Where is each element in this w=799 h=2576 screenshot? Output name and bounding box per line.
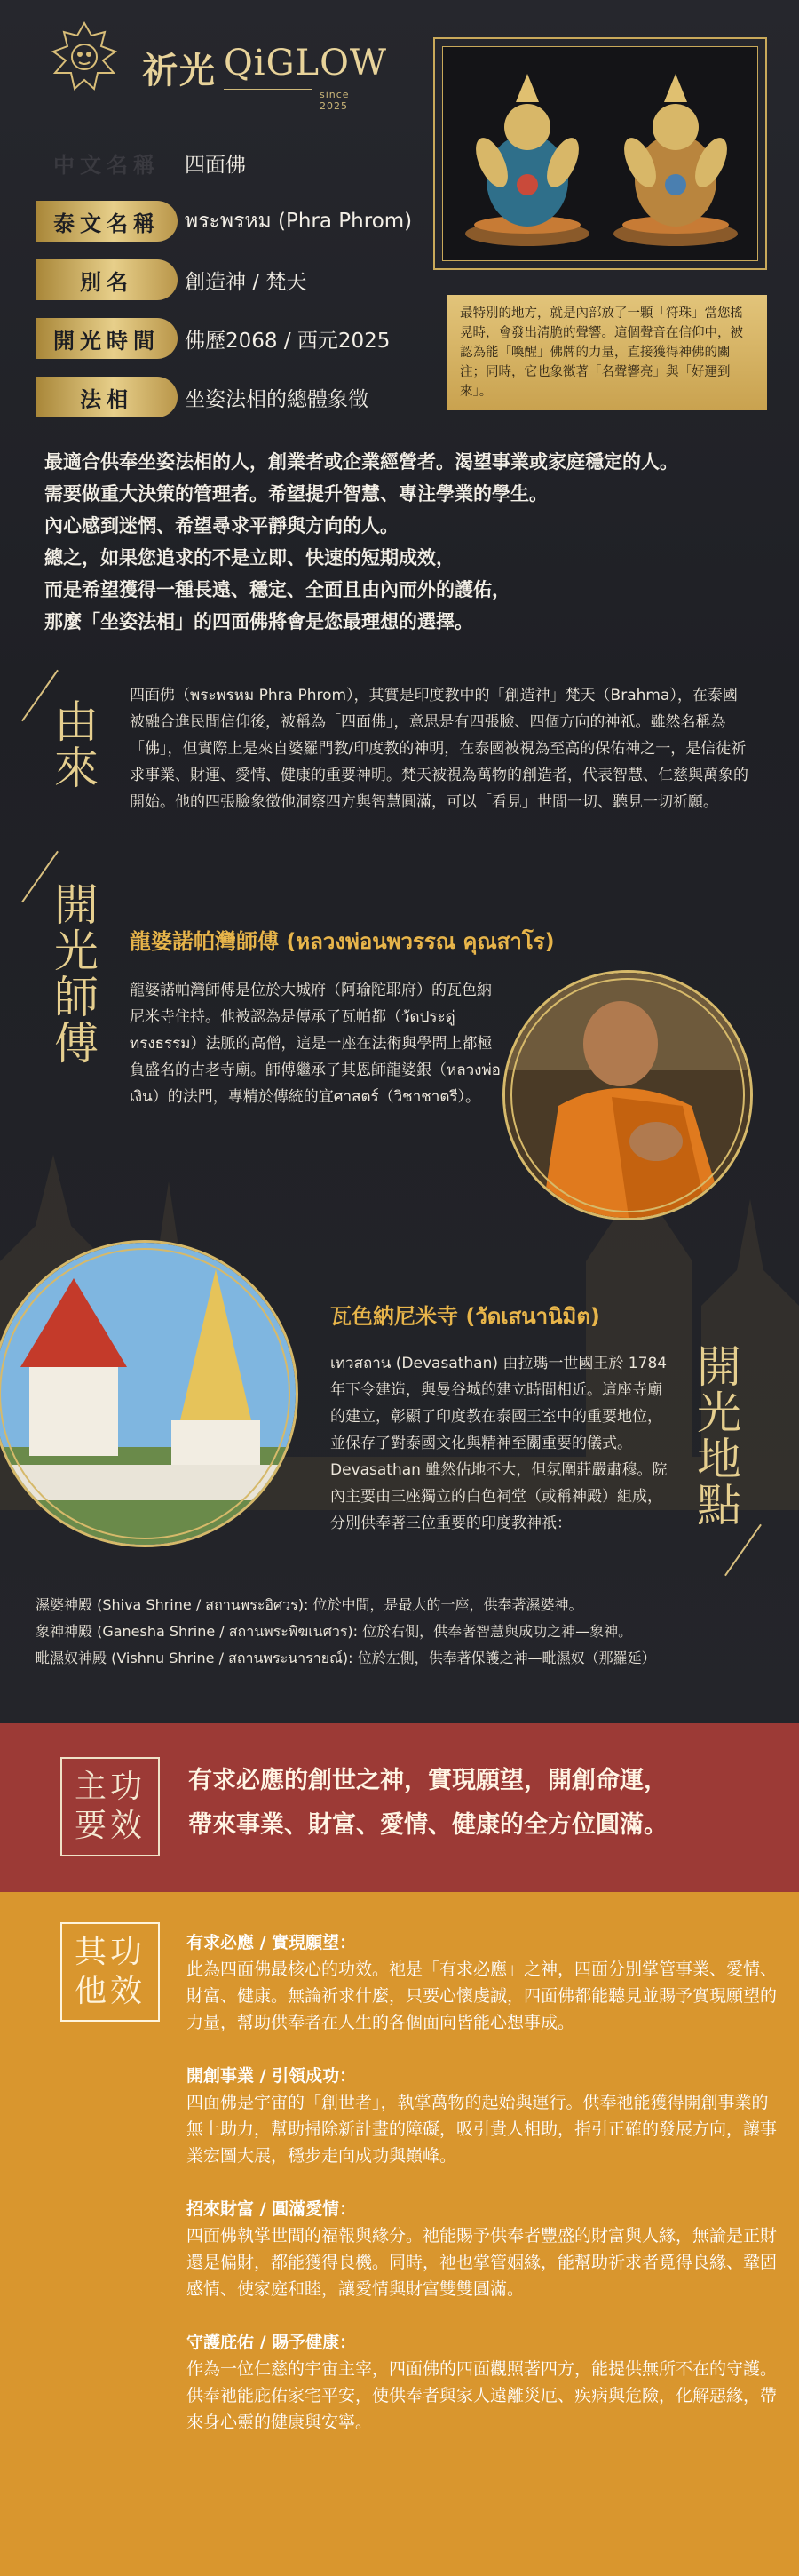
- benefit-body: 作為一位仁慈的宇宙主宰，四面佛的四面觀照著四方，能提供無所不在的守護。供奉祂能庇佑家宅平安，使供奉者與家人遠離災厄、疾病與危險，化解惡緣，帶來身心靈的健康與安寧。: [186, 2359, 778, 2432]
- decorative-slash: [724, 1524, 762, 1576]
- brand-since-label: since 2025: [320, 89, 350, 112]
- master-name: 龍婆諾帕灣師傅 (หลวงพ่อนพวรรณ คุณสาโร): [130, 929, 555, 954]
- info-tag-label: 開光時間: [36, 318, 178, 359]
- other-effects-section: [0, 1892, 799, 2576]
- benefit-list: [186, 1929, 781, 2462]
- intro-line: 最適合供奉坐姿法相的人，創業者或企業經營者。渴望事業或家庭穩定的人。: [44, 451, 678, 473]
- intro-line: 那麼「坐姿法相」的四面佛將會是您最理想的選擇。: [44, 611, 473, 632]
- main-effect-text: [188, 1759, 668, 1848]
- shrine-item: 濕婆神殿 (Shiva Shrine / สถานพระอิศวร): 位於中間，是最大的一座，供奉著濕婆神。: [36, 1596, 583, 1613]
- shrine-item: 象神神殿 (Ganesha Shrine / สถานพระพิฆเนศวร): 位於右側，供奉著智慧與成功之神—象神。: [36, 1623, 633, 1640]
- main-effect-line: 有求必應的創世之神，實現願望，開創命運，: [188, 1767, 668, 1794]
- info-tag-label: 別名: [36, 259, 178, 300]
- info-value: 坐姿法相的總體象徵: [185, 387, 368, 411]
- master-paragraph: 龍婆諾帕灣師傅是位於大城府（阿瑜陀耶府）的瓦色納尼米寺住持。他被認為是傳承了瓦帕都（วัดประดู่ทรงธรรม）法脈的高僧，這是一座在法術與學問上都極負盛名的古老寺廟。師傅繼承了其恩師龍婆銀（หลวงพ่อเงิน）的法門，專精於傳統的宜ศาสตร์（วิชาชาตรี）。: [130, 982, 501, 1106]
- main-effect-line: 帶來事業、財富、愛情、健康的全方位圓滿。: [188, 1811, 668, 1839]
- info-row-alias: [36, 259, 426, 300]
- charm-bead-note: 最特別的地方，就是內部放了一顆「符珠」當您搖晃時，會發出清脆的聲響。這個聲音在信仰中，被認為能「喚醒」佛牌的力量，直接獲得神佛的關注；同時，它也象徵著「名聲響亮」與「好運到來」。: [447, 295, 767, 410]
- benefit-body: 四面佛執掌世間的福報與緣分。祂能賜予供奉者豐盛的財富與人緣，無論是正財還是偏財，都能獲得良機。同時，祂也掌管姻緣，能幫助祈求者覓得良緣、鞏固感情、使家庭和睦，讓愛情與財富雙雙圓滿。: [186, 2226, 778, 2299]
- info-tag-label: 泰文名稱: [36, 201, 178, 242]
- title-line: 主功: [74, 1769, 146, 1805]
- info-tag-label: 中文名稱: [53, 152, 160, 178]
- title-line: 他效: [74, 1973, 146, 2009]
- title-line: 其功: [74, 1934, 146, 1970]
- benefit-heading: 守護庇佑 / 賜予健康：: [186, 2333, 357, 2352]
- info-tag-label: 法相: [36, 377, 178, 417]
- benefit-item: [186, 1929, 781, 2036]
- info-value: 四面佛: [185, 153, 246, 177]
- benefit-heading: 有求必應 / 實現願望：: [186, 1933, 357, 1952]
- main-effect-title: [60, 1757, 160, 1856]
- info-row-thai-name: [36, 201, 426, 242]
- intro-line: 內心感到迷惘、希望尋求平靜與方向的人。: [44, 515, 399, 537]
- master-photo: [502, 970, 753, 1220]
- brahma-emblem-icon: [36, 16, 133, 105]
- title-line: 要效: [74, 1808, 146, 1844]
- other-effects-title: [60, 1922, 160, 2022]
- location-section-title: 開光地點: [690, 1343, 741, 1528]
- brand-name-chinese: 祈光: [142, 50, 217, 91]
- temple-photo: [0, 1240, 298, 1547]
- main-effect-section: [0, 1723, 799, 1892]
- photo-ring: [0, 1248, 290, 1539]
- info-row-chinese-name: [36, 142, 426, 183]
- benefit-body: 此為四面佛最核心的功效。祂是「有求必應」之神，四面分別掌管事業、愛情、財富、健康。無論祈求什麼，只要心懷虔誠，四面佛都能聽見並賜予實現願望的力量，幫助供奉者在人生的各個面向皆能心想事成。: [186, 1960, 778, 2032]
- amulet-photo-frame: [433, 37, 767, 270]
- shrine-list: [36, 1592, 781, 1672]
- benefit-heading: 招來財富 / 圓滿愛情：: [186, 2199, 357, 2219]
- suitable-for-intro: [44, 446, 763, 638]
- origin-section-title: 由來: [47, 698, 99, 791]
- shrine-item: 毗濕奴神殿 (Vishnu Shrine / สถานพระนารายณ์): 位於左側，供奉著保護之神—毗濕奴（那羅延）: [36, 1650, 656, 1666]
- photo-ring: [510, 978, 745, 1212]
- brand-name-english: QiGLOW: [224, 43, 388, 83]
- benefit-heading: 開創事業 / 引領成功：: [186, 2066, 357, 2086]
- benefit-body: 四面佛是宇宙的「創世者」，執掌萬物的起始與運行。供奉祂能獲得開創事業的無上助力，幫助掃除新計畫的障礙，吸引貴人相助，指引正確的發展方向，讓事業宏圖大展，穩步走向成功與巔峰。: [186, 2093, 778, 2166]
- benefit-item: [186, 2329, 781, 2436]
- temple-name: 瓦色納尼米寺 (วัดเสนานิมิต): [330, 1304, 600, 1329]
- master-section-title: 開光師傅: [47, 881, 99, 1066]
- logo-divider: [224, 89, 312, 90]
- brand-logo: [36, 16, 388, 112]
- brahma-statues-image: [443, 47, 758, 261]
- intro-line: 需要做重大決策的管理者。希望提升智慧、專注學業的學生。: [44, 483, 548, 505]
- benefit-item: [186, 2196, 781, 2302]
- info-value: พระพรหม (Phra Phrom): [185, 210, 413, 233]
- info-row-consecration-date: [36, 318, 426, 359]
- temple-paragraph: เทวสถาน (Devasathan) 由拉瑪一世國王於 1784 年下令建造，與曼谷城的建立時間相近。這座寺廟的建立，彰顯了印度教在泰國王室中的重要地位，並保存了對泰國文化與精神至關重要的儀式。Devasathan 雖然佔地不大，但氛圍莊嚴肅穆。院內主要由三座獨立的白色祠堂（或稱神殿）組成，分別供奉著三位重要的印度教神祇：: [330, 1355, 668, 1532]
- amulet-photo: [442, 46, 758, 261]
- benefit-item: [186, 2063, 781, 2169]
- origin-paragraph: 四面佛（พระพรหม Phra Phrom），其實是印度教中的「創造神」梵天（Brahma），在泰國被融合進民間信仰後，被稱為「四面佛」，意思是有四張臉、四個方向的神祇。雖然名稱為「佛」，但實際上是來自婆羅門教/印度教的神明，在泰國被視為至高的保佑神之一，是信徒祈求事業、財運、愛情、健康的重要神明。梵天被視為萬物的創造者，代表智慧、仁慈與萬象的開始。他的四張臉象徵他洞察四方與智慧圓滿，可以「看見」世間一切、聽見一切祈願。: [130, 687, 748, 811]
- intro-line: 而是希望獲得一種長遠、穩定、全面且由內而外的護佑，: [44, 579, 510, 600]
- info-value: 創造神 / 梵天: [185, 270, 307, 294]
- info-row-form: [36, 377, 426, 417]
- info-value: 佛歷2068 / 西元2025: [185, 329, 391, 353]
- intro-line: 總之，如果您追求的不是立即、快速的短期成效，: [44, 547, 455, 568]
